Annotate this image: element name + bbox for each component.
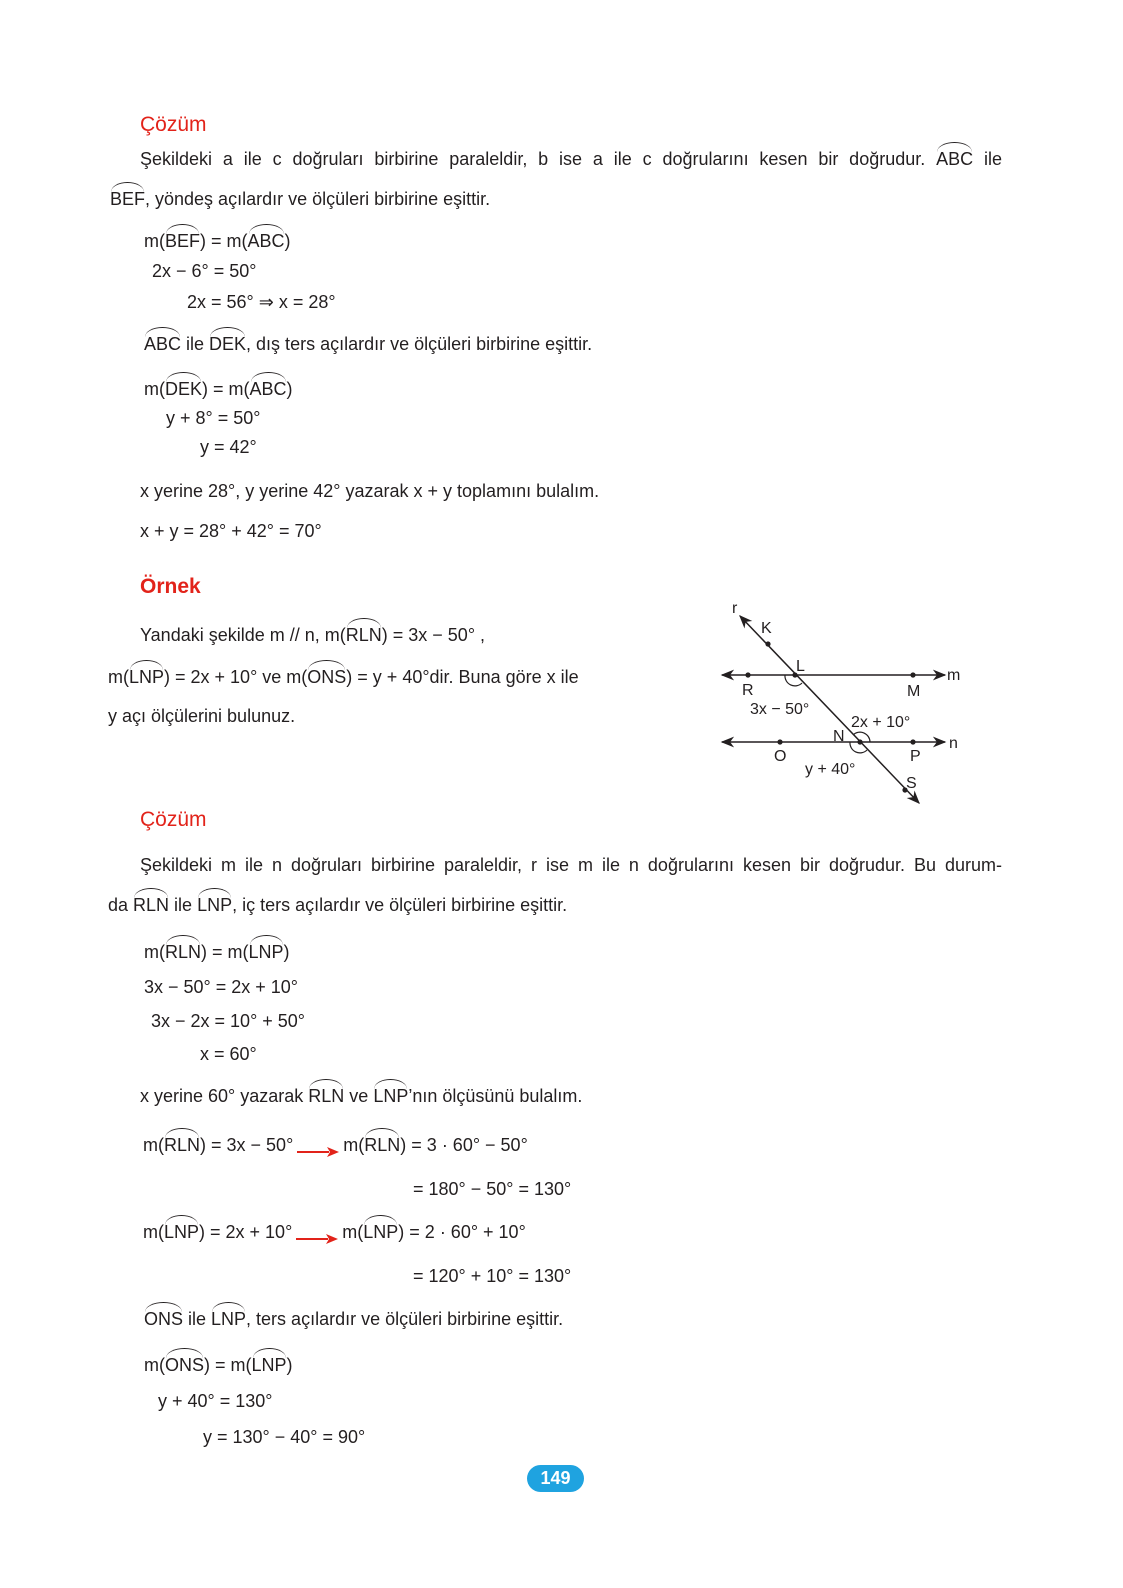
- text-segment: ) = y + 40°dir. Buna göre x ile: [346, 667, 579, 687]
- text-segment: = 180° − 50° = 130°: [413, 1179, 572, 1199]
- text-segment: 3x − 2x = 10° + 50°: [151, 1011, 306, 1031]
- text-line: [140, 147, 1002, 171]
- text-line: [143, 1220, 526, 1244]
- text-segment: ) = m(: [204, 1355, 252, 1375]
- text-line: [200, 435, 257, 459]
- parallel-lines-diagram: [700, 595, 980, 815]
- label-S: S: [906, 775, 917, 792]
- angle-name: DEK: [209, 334, 247, 354]
- text-segment: ) = 3x − 50°: [200, 1135, 294, 1155]
- text-line: [140, 519, 322, 543]
- label-r: r: [732, 600, 738, 617]
- angle-name: ABC: [247, 231, 285, 251]
- angle-name: ABC: [936, 149, 974, 169]
- page-number-badge: 149: [527, 1465, 584, 1492]
- text-segment: m(: [143, 1135, 164, 1155]
- angle-name: BEF: [165, 231, 201, 251]
- text-line: [166, 406, 260, 430]
- text-segment: , yöndeş açılardır ve ölçüleri birbirine eşittir.: [145, 189, 491, 209]
- angle-name: DEK: [165, 379, 203, 399]
- text-line: [144, 940, 290, 964]
- text-segment: y açı ölçülerini bulunuz.: [108, 706, 296, 726]
- text-segment: m(: [343, 1135, 365, 1155]
- text-segment: ) = m(: [201, 942, 249, 962]
- angle-name: RLN: [133, 895, 170, 915]
- text-segment: Şekildeki a ile c doğruları birbirine paraleldir, b ise a ile c doğrularını kesen bir doğrudur.: [140, 149, 937, 169]
- angle-name: ABC: [144, 334, 182, 354]
- text-line: [140, 479, 599, 503]
- text-segment: m(: [144, 942, 165, 962]
- label-m: m: [947, 667, 961, 684]
- text-line: [110, 187, 490, 211]
- angle-name: LNP: [373, 1086, 409, 1106]
- text-line: [108, 665, 579, 689]
- text-segment: ) = m(: [202, 379, 250, 399]
- text-segment: x yerine 28°, y yerine 42° yazarak x + y toplamını bulalım.: [140, 481, 600, 501]
- text-segment: y = 130° − 40° = 90°: [203, 1427, 366, 1447]
- text-segment: x yerine 60° yazarak: [140, 1086, 309, 1106]
- text-segment: , iç ters açılardır ve ölçüleri birbirine eşittir.: [232, 895, 568, 915]
- text-segment: da: [108, 895, 134, 915]
- text-segment: ) = 3 · 60° − 50°: [400, 1135, 528, 1155]
- angle-name: RLN: [308, 1086, 345, 1106]
- label-L: L: [796, 658, 805, 675]
- text-line: [144, 1353, 293, 1377]
- text-segment: ile: [169, 895, 198, 915]
- text-segment: m(: [143, 1222, 164, 1242]
- angle-name: ONS: [165, 1355, 205, 1375]
- text-line: [151, 1009, 305, 1033]
- text-segment: x + y = 28° + 42° = 70°: [140, 521, 322, 541]
- angle-name: LNP: [211, 1309, 247, 1329]
- section-heading: [140, 575, 201, 599]
- text-line: [140, 623, 485, 647]
- text-segment: ): [283, 942, 290, 962]
- angle-name: RLN: [164, 1135, 201, 1155]
- angle-name: ABC: [249, 379, 287, 399]
- text-segment: 2x = 56° ⇒ x = 28°: [187, 292, 336, 312]
- text-segment: ve: [344, 1086, 374, 1106]
- text-segment: ) = 3x − 50° ,: [381, 625, 486, 645]
- angle-name: LNP: [129, 667, 165, 687]
- red-arrow-icon: [296, 1227, 338, 1239]
- label-M: M: [907, 683, 921, 700]
- text-segment: x = 60°: [200, 1044, 257, 1064]
- text-line: [144, 377, 293, 401]
- text-line: [152, 259, 256, 283]
- text-segment: m(: [342, 1222, 364, 1242]
- text-segment: Örnek: [140, 575, 201, 598]
- label-angle-LNP: 2x + 10°: [851, 714, 911, 731]
- angle-name: ONS: [307, 667, 347, 687]
- label-K: K: [761, 620, 772, 637]
- text-segment: , ters açılardır ve ölçüleri birbirine eşittir.: [246, 1309, 564, 1329]
- text-segment: ile: [183, 1309, 212, 1329]
- angle-name: RLN: [345, 625, 382, 645]
- text-line: [144, 975, 298, 999]
- angle-name: LNP: [251, 1355, 287, 1375]
- label-P: P: [910, 748, 921, 765]
- text-segment: ): [286, 379, 293, 399]
- text-segment: ) = 2x + 10°: [199, 1222, 293, 1242]
- text-segment: ) = 2x + 10° ve m(: [164, 667, 308, 687]
- red-arrow-icon: [297, 1140, 339, 1152]
- text-segment: Çözüm: [140, 808, 207, 831]
- text-line: [140, 853, 1002, 877]
- text-line: [144, 229, 291, 253]
- label-angle-RLN: 3x − 50°: [750, 701, 810, 718]
- angle-name: ONS: [144, 1309, 184, 1329]
- angle-name: LNP: [363, 1222, 399, 1242]
- text-line: [187, 290, 336, 314]
- label-R: R: [742, 682, 754, 699]
- text-segment: y + 8° = 50°: [166, 408, 261, 428]
- text-segment: Şekildeki m ile n doğruları birbirine paraleldir, r ise m ile n doğrularını kesen bir doğrudur. Bu durum-: [140, 855, 1002, 875]
- text-line: [158, 1389, 272, 1413]
- text-segment: ile: [181, 334, 210, 354]
- section-heading: [140, 113, 207, 137]
- section-heading: [140, 808, 207, 832]
- angle-name: LNP: [197, 895, 233, 915]
- text-segment: Çözüm: [140, 113, 207, 136]
- angle-name: RLN: [364, 1135, 401, 1155]
- text-segment: m(: [144, 379, 165, 399]
- text-segment: = 120° + 10° = 130°: [413, 1266, 572, 1286]
- text-segment: m(: [108, 667, 129, 687]
- text-line: [144, 1307, 563, 1331]
- text-segment: ’nın ölçüsünü bulalım.: [408, 1086, 583, 1106]
- label-angle-ONS: y + 40°: [805, 761, 856, 778]
- text-line: [108, 704, 295, 728]
- text-segment: y + 40° = 130°: [158, 1391, 273, 1411]
- text-line: [413, 1264, 571, 1288]
- text-segment: , dış ters açılardır ve ölçüleri birbirine eşittir.: [246, 334, 593, 354]
- text-line: [140, 1084, 582, 1108]
- text-segment: m(: [144, 1355, 165, 1375]
- text-segment: ) = 2 · 60° + 10°: [398, 1222, 526, 1242]
- text-segment: m(: [144, 231, 165, 251]
- angle-name: LNP: [164, 1222, 200, 1242]
- text-segment: Yandaki şekilde m // n, m(: [140, 625, 346, 645]
- text-segment: ile: [973, 149, 1002, 169]
- text-line: [203, 1425, 365, 1449]
- text-segment: 2x − 6° = 50°: [152, 261, 257, 281]
- angle-name: BEF: [110, 189, 146, 209]
- text-line: [108, 893, 567, 917]
- angle-name: RLN: [165, 942, 202, 962]
- angle-name: LNP: [248, 942, 284, 962]
- text-segment: ): [286, 1355, 293, 1375]
- text-segment: ): [284, 231, 291, 251]
- text-segment: 3x − 50° = 2x + 10°: [144, 977, 299, 997]
- label-n: n: [949, 735, 958, 752]
- text-line: [143, 1133, 528, 1157]
- label-N: N: [833, 728, 845, 745]
- text-segment: ) = m(: [200, 231, 248, 251]
- text-line: [200, 1042, 257, 1066]
- label-O: O: [774, 748, 787, 765]
- text-segment: y = 42°: [200, 437, 257, 457]
- text-line: [144, 332, 592, 356]
- text-line: [413, 1177, 571, 1201]
